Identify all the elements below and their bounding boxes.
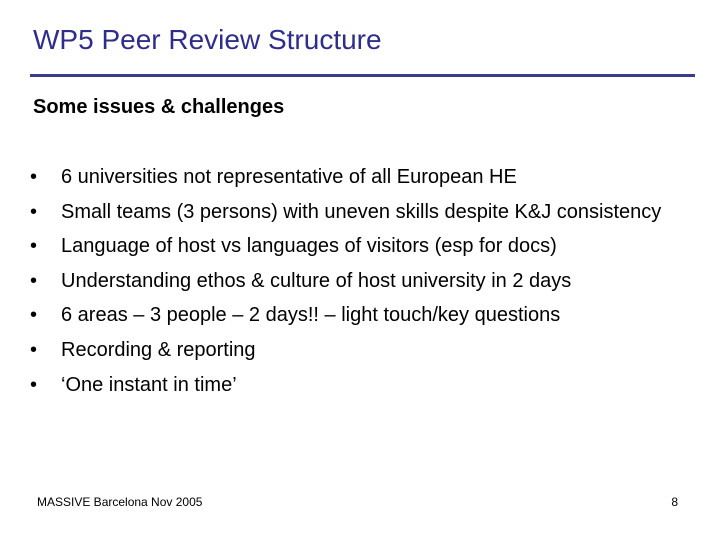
bullet-text: 6 universities not representative of all European HE bbox=[61, 166, 517, 188]
bullet-item bbox=[30, 199, 690, 225]
bullet-dot-icon: • bbox=[30, 269, 38, 292]
bullet-dot-icon: • bbox=[30, 235, 38, 258]
bullet-item bbox=[30, 337, 690, 363]
page-number: 8 bbox=[671, 495, 678, 509]
bullet-item bbox=[30, 233, 690, 259]
bullet-item bbox=[30, 164, 690, 190]
bullet-text: Understanding ethos & culture of host university in 2 days bbox=[61, 269, 572, 292]
bullet-text: Language of host vs languages of visitors (esp for docs) bbox=[61, 235, 557, 258]
title-divider bbox=[30, 74, 695, 77]
bullet-text: 6 areas – 3 people – 2 days!! – light touch/key questions bbox=[61, 304, 561, 327]
bullet-item bbox=[30, 302, 690, 328]
slide-title: WP5 Peer Review Structure bbox=[33, 24, 382, 55]
bullet-text: Recording & reporting bbox=[61, 338, 256, 361]
bullet-dot-icon: • bbox=[30, 166, 38, 188]
bullet-text: ‘One instant in time’ bbox=[61, 373, 237, 396]
bullet-dot-icon: • bbox=[30, 338, 38, 361]
bullet-dot-icon: • bbox=[30, 304, 38, 327]
bullet-list bbox=[30, 164, 690, 406]
bullet-dot-icon: • bbox=[30, 373, 38, 396]
bullet-text: Small teams (3 persons) with uneven skills despite K&J consistency bbox=[61, 200, 662, 223]
bullet-dot-icon: • bbox=[30, 200, 38, 223]
slide-subtitle: Some issues & challenges bbox=[33, 96, 285, 118]
footer-event-label: MASSIVE Barcelona Nov 2005 bbox=[37, 495, 203, 509]
bullet-item bbox=[30, 268, 690, 294]
bullet-item bbox=[30, 372, 690, 398]
